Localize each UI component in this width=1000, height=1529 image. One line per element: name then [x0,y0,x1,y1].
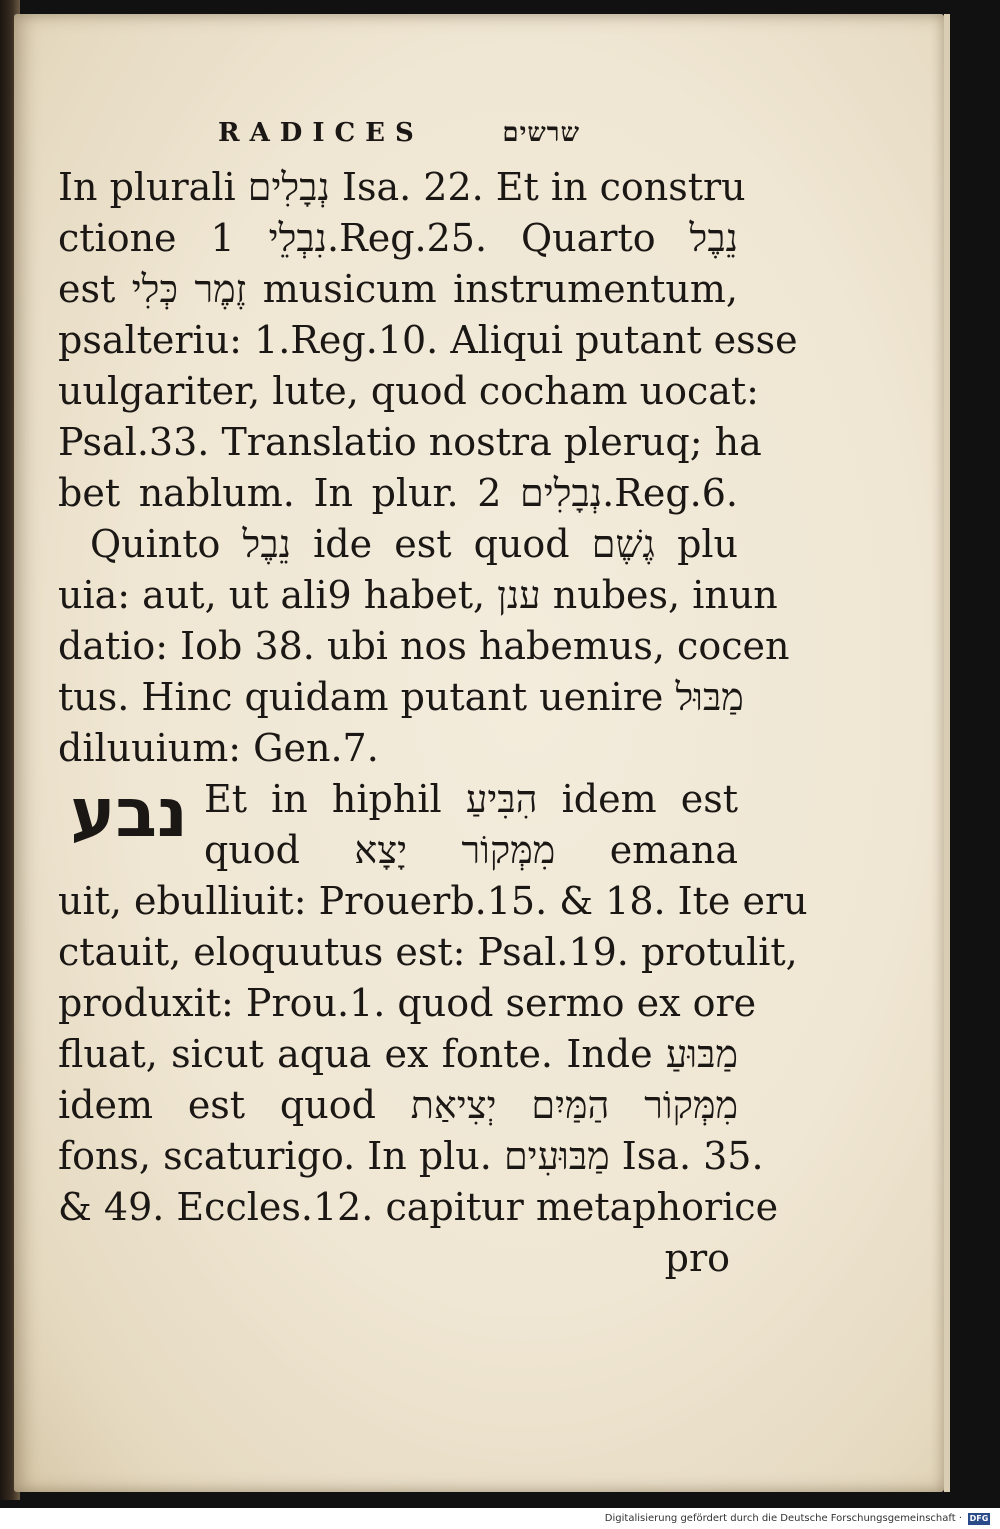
running-header [58,118,738,162]
text-line: Et in hiphil הִבִּיעַ idem est [204,777,739,821]
text-line: psalteriu: 1.Reg.10. Aliqui putant esse [58,318,798,362]
hebrew-drop-cap: נבע [70,774,188,853]
text-line: datio: Iob 38. ubi nos habemus, cocen [58,624,790,668]
entry-block [58,774,738,876]
text-line: uit, ebulliuit: Prouerb.15. & 18. Ite eru [58,879,808,923]
page-text [58,118,808,1284]
text-line: fluat, sicut aqua ex fonte. Inde מַבּוּעַ [58,1032,738,1076]
text-line: est זֶמֶר כְּלִי musicum instrumentum, [58,267,738,311]
text-line: & 49. Eccles.12. capitur metaphorice [58,1185,779,1229]
text-line: ctauit, eloquutus est: Psal.19. protulit, [58,930,798,974]
page-edge [944,14,950,1492]
text-line: In plurali נְבָלִים Isa. 22. Et in constru [58,165,746,209]
text-line: quod מִמְּקוֹר יָצָא emana [204,828,738,872]
catchword: pro [664,1236,730,1280]
text-line: produxit: Prou.1. quod sermo ex ore [58,981,757,1025]
text-line: fons, scaturigo. In plu. מַבּוּעִים Isa. 35. [58,1134,764,1178]
text-line: tus. Hinc quidam putant uenire מַבּוּל [58,675,744,719]
text-line: Psal.33. Translatio nostra pleruq; ha [58,420,762,464]
text-line: uia: aut, ut ali9 habet, ענן nubes, inun [58,573,778,617]
digitization-footer [0,1508,1000,1529]
footer-credit: Digitalisierung gefördert durch die Deutsche Forschungsgemeinschaft · [604,1513,962,1524]
dfg-logo-icon: DFG [969,1514,989,1523]
text-line: diluuium: Gen.7. [58,726,379,770]
text-line: ctione נִבְלֵי 1.Reg.25. Quarto נֵבֶל [58,216,738,260]
text-line: bet nablum. In plur. נְבָלִים 2.Reg.6. [58,471,738,515]
text-line: Quinto נֵבֶל ide est quod גֶשֶׁם plu [90,522,739,566]
header-hebrew: שרשים [502,118,580,148]
text-line: idem est quod מִמְּקוֹר הַמַּיִם יְצִיאַת [58,1083,739,1127]
header-title: RADICES [218,118,424,148]
text-line: uulgariter, lute, quod cocham uocat: [58,369,759,413]
